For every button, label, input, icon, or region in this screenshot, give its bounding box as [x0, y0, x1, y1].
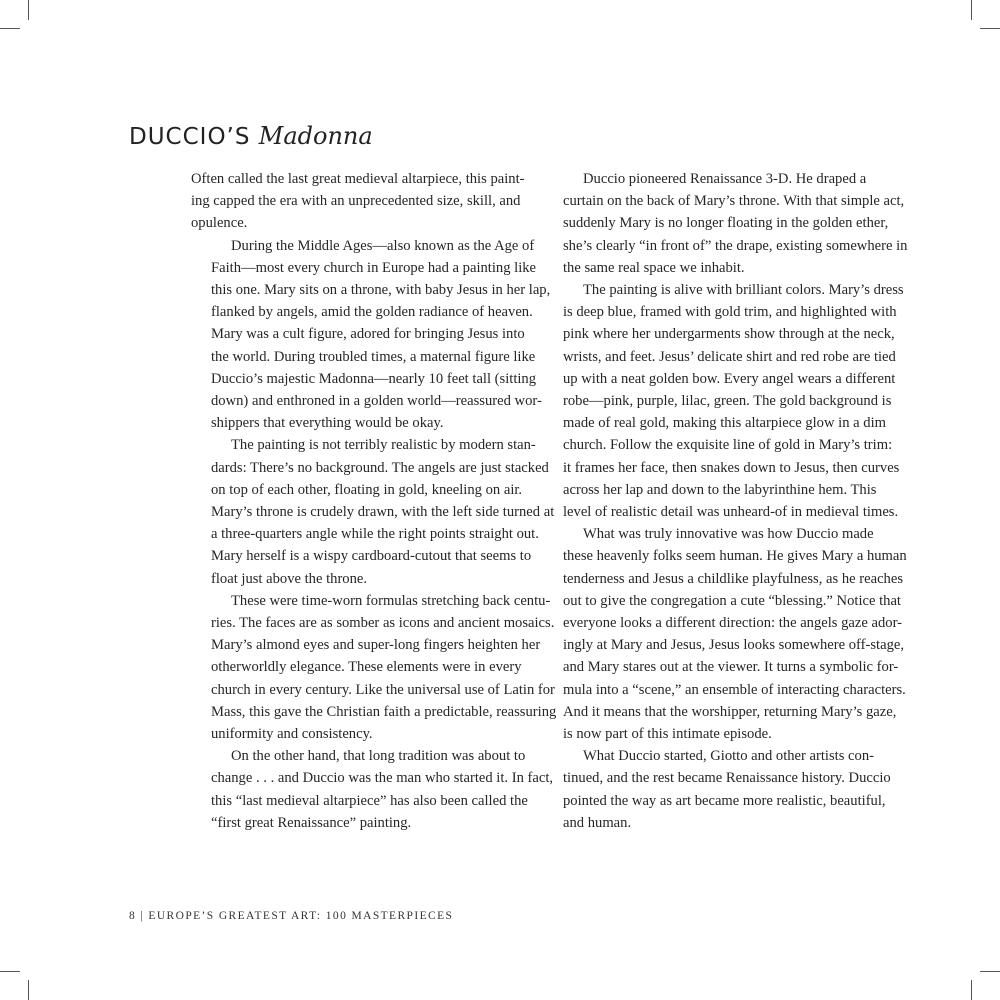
- text-line: ingly at Mary and Jesus, Jesus looks somewhere off-stage,: [563, 637, 905, 654]
- text-line: “first great Renaissance” painting.: [211, 814, 412, 831]
- page-number: 8: [129, 910, 137, 922]
- crop-mark-top-right: [971, 0, 972, 20]
- text-line: is deep blue, framed with gold trim, and highlighted with: [563, 304, 897, 321]
- text-line: these heavenly folks seem human. He gives Mary a human: [563, 548, 907, 565]
- footer-separator: |: [140, 910, 145, 922]
- paragraph: [191, 745, 554, 834]
- text-line: made of real gold, making this altarpiece glow in a dim: [563, 415, 886, 432]
- text-line: the world. During troubled times, a maternal figure like: [211, 348, 536, 365]
- text-line: on top of each other, floating in gold, kneeling on air.: [211, 481, 523, 498]
- text-line: float just above the throne.: [211, 570, 368, 587]
- crop-mark-right-bottom: [980, 971, 1000, 972]
- page-title: [129, 122, 373, 150]
- crop-mark-left-bottom: [0, 971, 20, 972]
- text-line: Mary was a cult figure, adored for bringing Jesus into: [211, 326, 525, 343]
- paragraph: [543, 279, 904, 523]
- text-line: These were time-worn formulas stretching back centu-: [231, 592, 551, 609]
- text-line: Duccio pioneered Renaissance 3-D. He draped a: [583, 171, 867, 187]
- crop-mark-left-top: [0, 28, 20, 29]
- text-line: ries. The faces are as somber as icons and ancient mosaics.: [211, 615, 555, 632]
- paragraph: [543, 523, 907, 745]
- text-line: everyone looks a different direction: the angels gaze ador-: [563, 615, 903, 632]
- text-line: The painting is alive with brilliant colors. Mary’s dress: [583, 282, 904, 299]
- text-line: ing capped the era with an unprecedented size, skill, and: [191, 193, 521, 210]
- crop-mark-right-top: [980, 28, 1000, 29]
- text-line: up with a neat golden bow. Every angel wears a different: [563, 370, 896, 387]
- text-line: this “last medieval altarpiece” has also been called the: [211, 792, 528, 809]
- crop-mark-top-left: [28, 0, 29, 20]
- text-line: Faith—most every church in Europe had a painting like: [211, 259, 537, 276]
- text-line: level of realistic detail was unheard-of in medieval times.: [563, 504, 899, 521]
- text-line: mula into a “scene,” an ensemble of interacting characters.: [563, 681, 906, 698]
- text-line: Mass, this gave the Christian faith a predictable, reassuring: [211, 703, 557, 720]
- text-line: uniformity and consistency.: [211, 726, 373, 743]
- text-line: opulence.: [191, 215, 248, 232]
- text-line: tenderness and Jesus a childlike playfulness, as he reaches: [563, 570, 904, 587]
- text-line: it frames her face, then snakes down to Jesus, then curves: [563, 459, 900, 476]
- text-line: tinued, and the rest became Renaissance history. Duccio: [563, 770, 891, 787]
- text-line: wrists, and feet. Jesus’ delicate shirt and red robe are tied: [563, 348, 896, 365]
- paragraph: [191, 235, 551, 435]
- text-line: change . . . and Duccio was the man who started it. In fact,: [211, 770, 554, 787]
- crop-mark-bottom-right: [971, 980, 972, 1000]
- text-line: this one. Mary sits on a throne, with baby Jesus in her lap,: [211, 282, 551, 299]
- text-line: Mary herself is a wispy cardboard-cutout that seems to: [211, 548, 532, 565]
- text-line: flanked by angels, amid the golden radiance of heaven.: [211, 304, 533, 321]
- text-line: Mary’s almond eyes and super-long fingers heighten her: [211, 637, 541, 654]
- text-line: she’s clearly “in front of” the drape, existing somewhere in: [563, 237, 908, 254]
- title-emphasis: Madonna: [258, 122, 373, 150]
- text-line: and Mary stares out at the viewer. It turns a symbolic for-: [563, 659, 899, 676]
- text-line: Often called the last great medieval altarpiece, this paint-: [191, 171, 525, 187]
- text-line: out to give the congregation a cute “blessing.” Notice that: [563, 592, 901, 609]
- paragraph: [543, 745, 891, 834]
- text-line: down) and enthroned in a golden world—reassured wor-: [211, 393, 542, 410]
- text-line: robe—pink, purple, lilac, green. The gold background is: [563, 393, 892, 410]
- text-line: church. Follow the exquisite line of gold in Mary’s trim:: [563, 437, 893, 454]
- text-line: pointed the way as art became more realistic, beautiful,: [563, 792, 886, 809]
- text-line: dards: There’s no background. The angels are just stacked: [211, 459, 549, 476]
- text-line: curtain on the back of Mary’s throne. With that simple act,: [563, 193, 905, 210]
- text-line: church in every century. Like the universal use of Latin for: [211, 681, 555, 698]
- text-line: shippers that everything would be okay.: [211, 415, 444, 432]
- page-footer: [129, 910, 453, 922]
- paragraph: [191, 434, 555, 589]
- text-line: During the Middle Ages—also known as the Age of: [231, 237, 535, 254]
- text-line: otherworldly elegance. These elements were in every: [211, 659, 522, 676]
- left-text-column: [191, 168, 557, 834]
- text-line: Mary’s throne is crudely drawn, with the left side turned at: [211, 504, 555, 521]
- text-line: suddenly Mary is no longer floating in the golden ether,: [563, 215, 889, 232]
- text-line: a three-quarters angle while the right points straight out.: [211, 526, 539, 543]
- text-line: the same real space we inhabit.: [563, 259, 745, 276]
- paragraph: [191, 168, 525, 235]
- book-title: EUROPE’S GREATEST ART: 100 MASTERPIECES: [148, 910, 454, 922]
- text-line: across her lap and down to the labyrinthine hem. This: [563, 481, 877, 498]
- paragraph: [191, 590, 557, 745]
- text-line: And it means that the worshipper, returning Mary’s gaze,: [563, 703, 897, 720]
- text-line: What Duccio started, Giotto and other artists con-: [583, 748, 874, 765]
- text-line: pink where her undergarments show through at the neck,: [563, 326, 895, 343]
- text-line: Duccio’s majestic Madonna—nearly 10 feet tall (sitting: [211, 370, 537, 387]
- text-line: What was truly innovative was how Duccio made: [583, 526, 874, 543]
- text-line: and human.: [563, 814, 632, 831]
- text-line: The painting is not terribly realistic by modern stan-: [231, 437, 536, 454]
- text-line: On the other hand, that long tradition was about to: [231, 748, 526, 765]
- crop-mark-bottom-left: [28, 980, 29, 1000]
- right-text-column: [543, 168, 908, 834]
- paragraph: [543, 168, 908, 279]
- text-line: is now part of this intimate episode.: [563, 726, 772, 743]
- title-prefix: DUCCIO’S: [129, 124, 251, 150]
